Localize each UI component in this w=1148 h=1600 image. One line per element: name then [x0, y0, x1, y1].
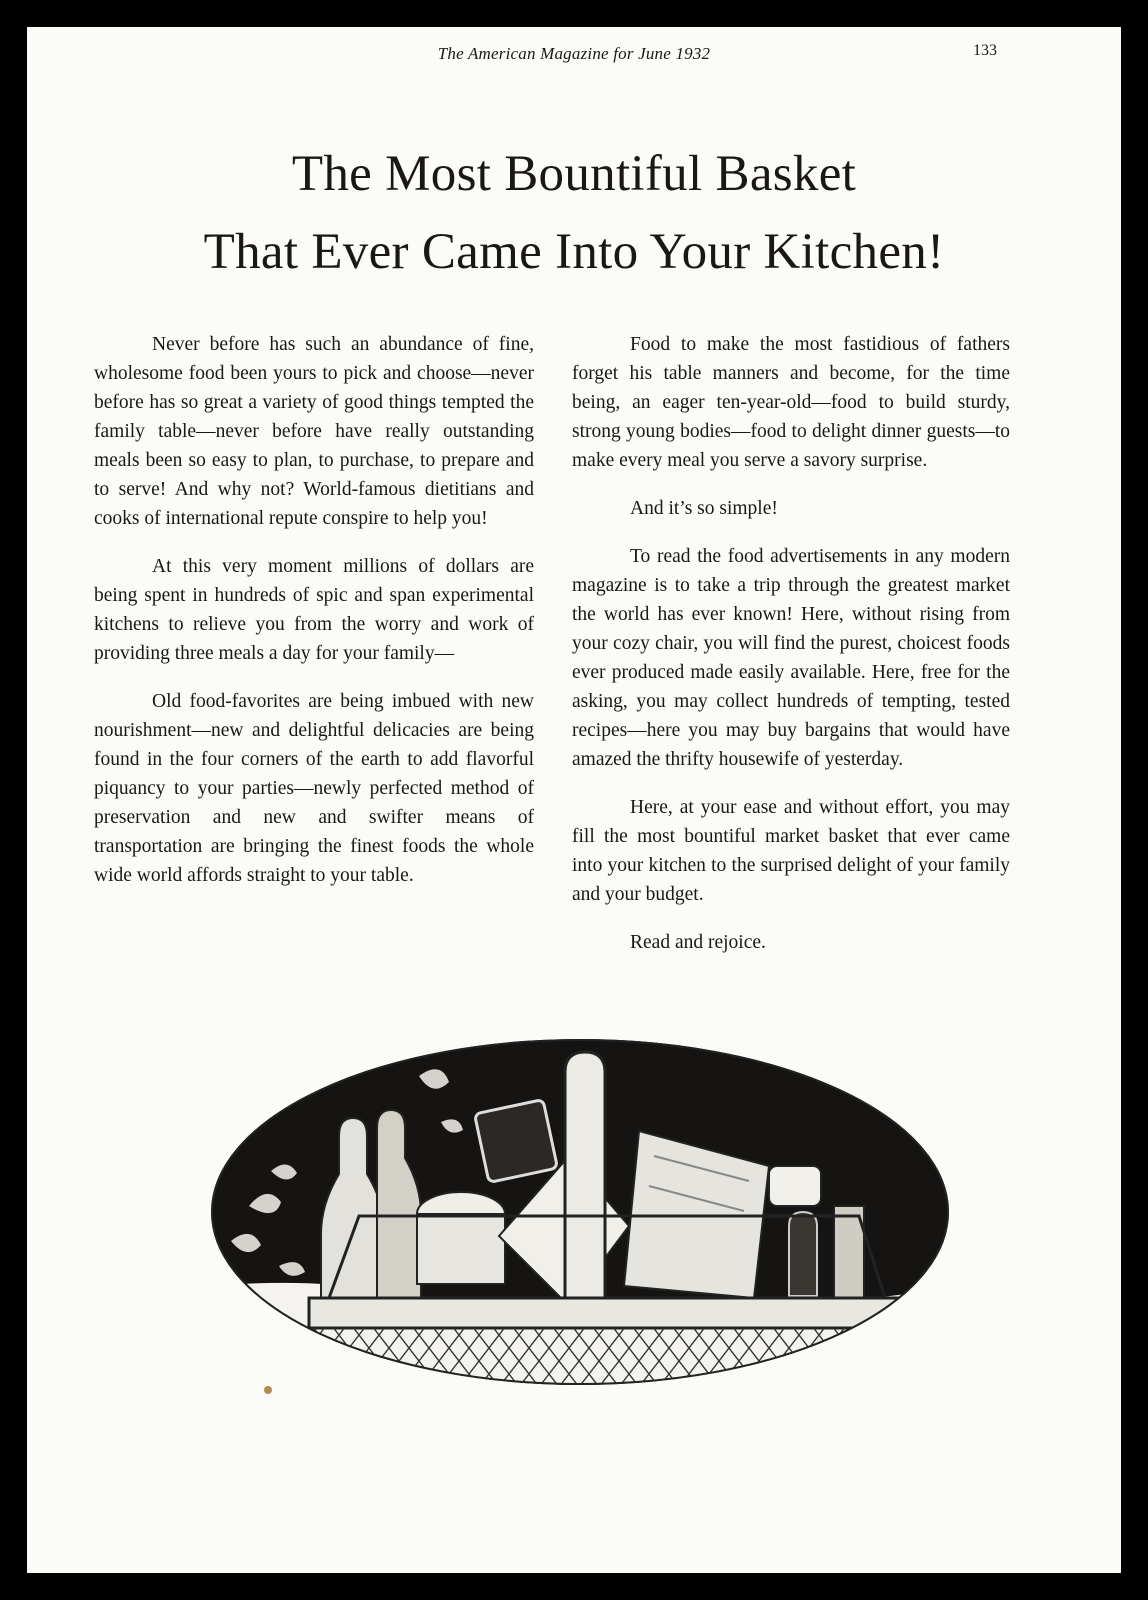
magazine-page — [27, 27, 1121, 1573]
ink-blot — [264, 1386, 272, 1394]
basket-illustration — [209, 1036, 951, 1388]
right-column — [572, 330, 1010, 976]
paragraph: Old food-favorites are being imbued with new nourishment—new and delightful delicacies are being found in the four corners of the earth to add flavorful piquancy to your parties—newly perfected method of preservation and new and swifter means of transportation are bringing the finest foods the whole wide world affords straight to your table. — [94, 691, 534, 886]
paragraph: At this very moment millions of dollars are being spent in hundreds of spic and span experimental kitchens to relieve you from the worry and work of providing three meals a day for your family— — [94, 556, 534, 664]
paragraph: Here, at your ease and without effort, you may fill the most bountiful market basket that ever came into your kitchen to the surprised delight of your family and your budget. — [572, 797, 1010, 905]
headline-line-2: That Ever Came Into Your Kitchen! — [203, 224, 945, 280]
running-head: The American Magazine for June 1932 — [437, 44, 711, 63]
left-column — [94, 330, 534, 909]
paragraph: To read the food advertisements in any modern magazine is to take a trip through the greatest market the world has ever known! Here, without rising from your cozy chair, you will find the purest, choicest foods ever produced made easily available. Here, free for the asking, you may collect hundreds of tempting, tested recipes—here you may buy bargains that would have amazed the thrifty housewife of yesterday. — [572, 546, 1010, 770]
paragraph: Never before has such an abundance of fine, wholesome food been yours to pick and choose—never before has so great a variety of good things tempted the family table—never before have really outstanding meals been so easy to plan, to purchase, to prepare and to serve! And why not? World-famous dietitians and cooks of international repute conspire to help you! — [94, 334, 534, 529]
page-number: 133 — [973, 42, 997, 59]
paragraph: Read and rejoice. — [630, 932, 766, 953]
paragraph: Food to make the most fastidious of fathers forget his table manners and become, for the time being, an eager ten-year-old—food to build sturdy, strong young bodies—food to delight dinner guests—to make every meal you serve a savory surprise. — [572, 334, 1010, 471]
paragraph: And it’s so simple! — [630, 498, 778, 519]
headline-line-1: The Most Bountiful Basket — [291, 146, 857, 202]
headline — [27, 135, 1121, 291]
